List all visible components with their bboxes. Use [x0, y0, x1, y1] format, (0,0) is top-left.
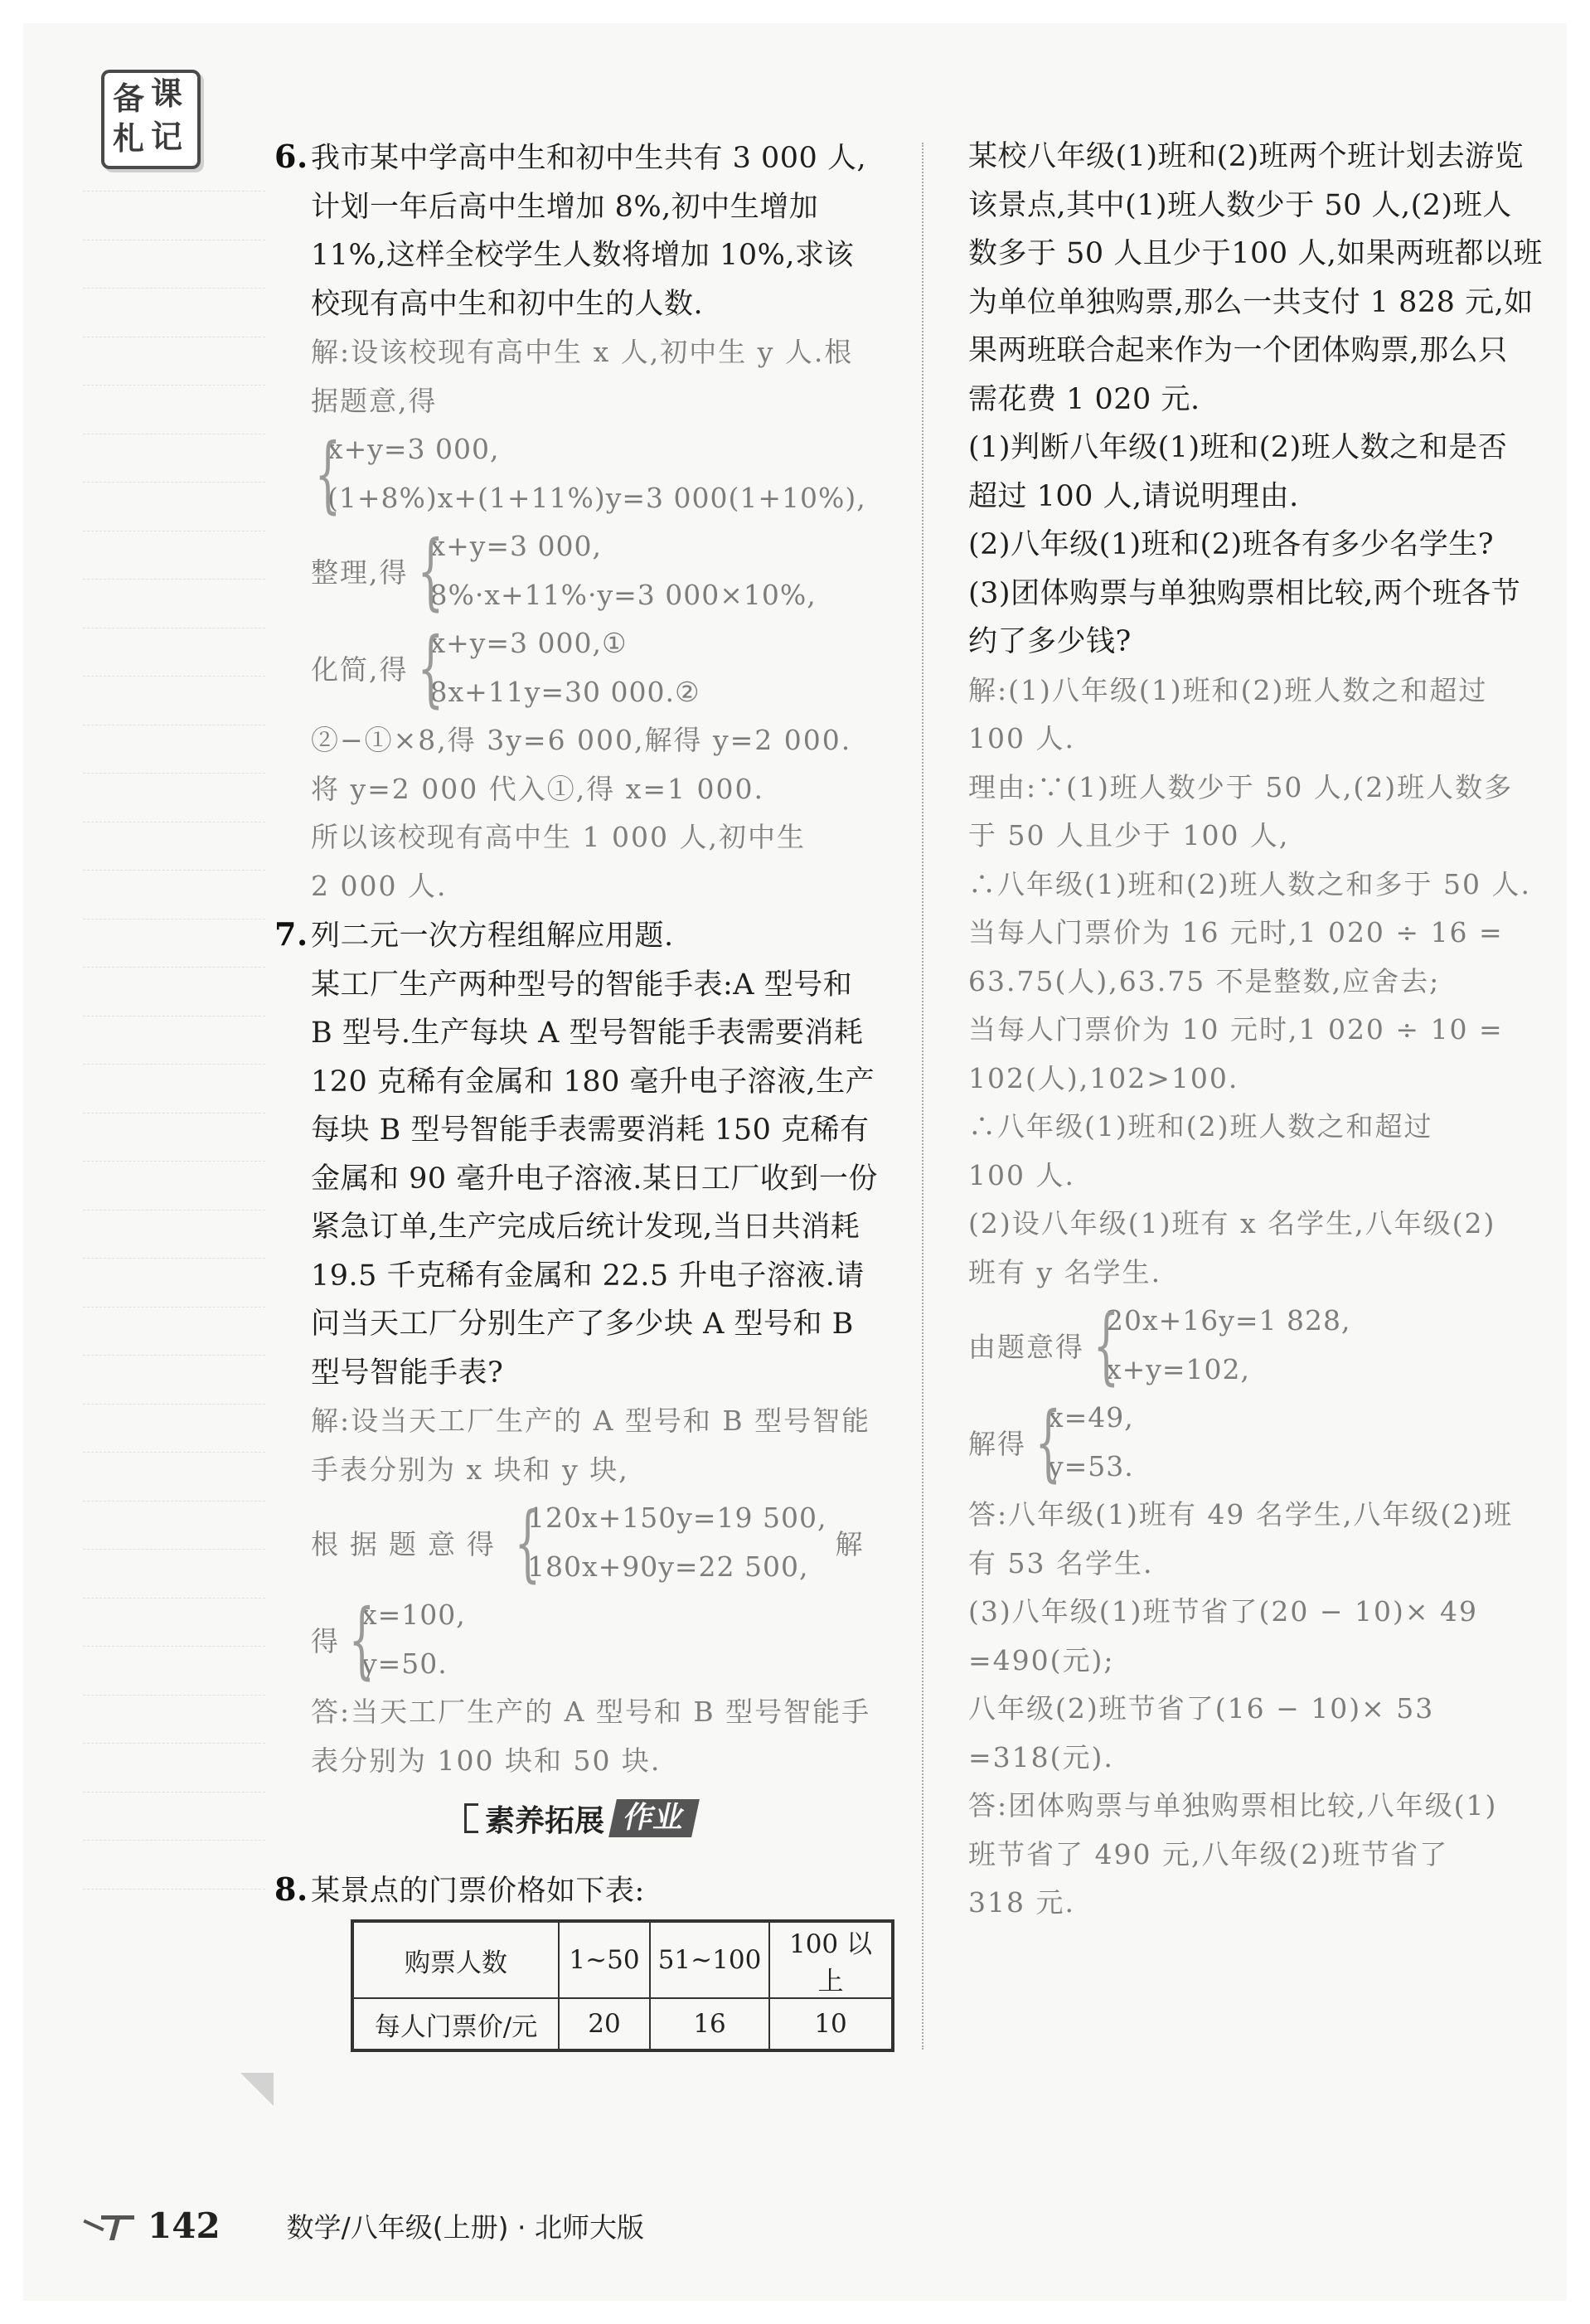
question-6	[274, 133, 908, 910]
table-row	[352, 1921, 893, 1998]
solution-text: 102(人),102>100.	[968, 1061, 1239, 1094]
margin-rule-line	[83, 1501, 265, 1502]
question-text: 紧急订单,生产完成后统计发现,当日共消耗	[311, 1211, 860, 1244]
table-cell: 购票人数	[352, 1921, 559, 1998]
equation: x+y=102,	[1106, 1352, 1251, 1385]
margin-rule-line	[83, 1743, 265, 1744]
section-tag: 作业	[608, 1799, 700, 1837]
margin-rule-line	[83, 870, 265, 871]
question-text: 我市某中学高中生和初中生共有 3 000 人,	[311, 142, 867, 175]
solution-text: 63.75(人),63.75 不是整数,应舍去;	[968, 964, 1441, 997]
equation-system	[311, 1591, 908, 1688]
equation: y=50.	[361, 1647, 448, 1680]
solution-text: 班有 y 名学生.	[968, 1255, 1162, 1288]
answer-text: 表分别为 100 块和 50 块.	[311, 1744, 662, 1777]
answer-text: 有 53 名学生.	[968, 1546, 1154, 1579]
margin-rule-line	[83, 191, 265, 192]
badge-char: 备	[113, 80, 145, 117]
section-heading	[464, 1798, 696, 1839]
table-row	[352, 1998, 893, 2050]
equation: x=100,	[361, 1599, 466, 1631]
price-table	[351, 1919, 894, 2052]
question-text: 该景点,其中(1)班人数少于 50 人,(2)班人	[968, 188, 1512, 222]
badge-char: 课	[151, 75, 183, 112]
margin-rule-line	[83, 1258, 265, 1259]
badge-char: 记	[151, 119, 183, 155]
table-cell: 10	[769, 1998, 893, 2050]
corner-decoration-icon	[83, 2212, 141, 2240]
page-fold-decoration	[240, 2073, 274, 2106]
answer-text: 班节省了 490 元,八年级(2)班节省了	[968, 1837, 1449, 1870]
solution-text: 由题意得	[968, 1331, 1084, 1363]
question-text: B 型号.生产每块 A 型号智能手表需要消耗	[311, 1016, 864, 1050]
solution-text: 所以该校现有高中生 1 000 人,初中生	[311, 821, 806, 853]
solution-text: 当每人门票价为 16 元时,1 020 ÷ 16 =	[968, 916, 1504, 949]
solution-text: 化简,得	[311, 653, 409, 686]
solution-text: =490(元);	[968, 1643, 1115, 1676]
equation: x+y=3 000,	[327, 433, 500, 465]
solution-text: 八年级(2)班节省了(16 − 10)× 53	[968, 1692, 1435, 1725]
margin-rule-line	[83, 579, 265, 580]
question-text: 计划一年后高中生增加 8%,初中生增加	[311, 190, 819, 224]
equation-system	[311, 522, 908, 619]
margin-rule-line	[83, 1840, 265, 1841]
solution-text: 将 y=2 000 代入①,得 x=1 000.	[311, 772, 764, 805]
question-text: (3)团体购票与单独购票相比较,两个班各节	[968, 576, 1521, 610]
margin-rule-line	[83, 676, 265, 677]
answer-text: 318 元.	[968, 1886, 1075, 1919]
equation: 8x+11y=30 000.②	[429, 675, 700, 708]
solution-text: 于 50 人且少于 100 人,	[968, 819, 1290, 851]
equation-system	[968, 1394, 1549, 1491]
margin-rule-line	[83, 1161, 265, 1162]
question-text: (1)判断八年级(1)班和(2)班人数之和是否	[968, 431, 1508, 464]
page-footer	[83, 2205, 644, 2246]
question-text: 约了多少钱?	[968, 625, 1132, 658]
question-text: 某校八年级(1)班和(2)班两个班计划去游览	[968, 140, 1525, 173]
question-8-intro	[274, 1866, 645, 1916]
book-title: 数学/八年级(上册) · 北师大版	[286, 2211, 645, 2244]
solution-text: 解:设当天工厂生产的 A 型号和 B 型号智能	[311, 1405, 871, 1437]
margin-rule-line	[83, 1792, 265, 1793]
margin-rule-line	[83, 1452, 265, 1453]
solution-text: ②−①×8,得 3y=6 000,解得 y=2 000.	[311, 724, 852, 756]
solution-text: 手表分别为 x 块和 y 块,	[311, 1453, 629, 1486]
brace: {	[1093, 1296, 1120, 1394]
table-cell: 20	[559, 1998, 650, 2050]
equation: x+y=3 000,①	[429, 627, 628, 659]
question-text: 超过 100 人,请说明理由.	[968, 479, 1299, 513]
solution-text: 100 人.	[968, 722, 1075, 754]
equation-system	[311, 619, 908, 716]
answer-text: 答:当天工厂生产的 A 型号和 B 型号智能手	[311, 1696, 871, 1728]
margin-rule-line	[83, 967, 265, 968]
equation-system	[968, 1297, 1549, 1394]
question-text: 数多于 50 人且少于100 人,如果两班都以班	[968, 237, 1543, 270]
question-text: 校现有高中生和初中生的人数.	[311, 287, 704, 321]
margin-rule-line	[83, 773, 265, 774]
margin-rule-line	[83, 1404, 265, 1405]
question-text: 列二元一次方程组解应用题.	[311, 919, 674, 953]
question-text: 需花费 1 020 元.	[968, 382, 1200, 416]
equation: x=49,	[1048, 1401, 1134, 1434]
solution-text: 解	[835, 1528, 863, 1560]
margin-rule-line	[83, 1064, 265, 1065]
solution-text: 解:设该校现有高中生 x 人,初中生 y 人.根	[311, 336, 854, 368]
section-title: 素养拓展	[485, 1803, 605, 1838]
solution-text: ∴八年级(1)班和(2)班人数之和多于 50 人.	[968, 867, 1531, 900]
margin-rule-line	[83, 1307, 265, 1308]
margin-rule-line	[83, 1598, 265, 1599]
badge-char: 札	[113, 120, 145, 157]
brace: {	[514, 1493, 541, 1591]
brace: {	[417, 619, 444, 716]
equation: 8%·x+11%·y=3 000×10%,	[429, 578, 817, 611]
column-divider	[922, 143, 923, 2050]
question-7	[274, 910, 908, 1785]
question-number: 8.	[274, 1870, 308, 1908]
margin-rule-line	[83, 1646, 265, 1647]
table-cell: 16	[650, 1998, 769, 2050]
solution-text: 得	[311, 1625, 340, 1657]
equation-system	[311, 1494, 908, 1591]
margin-rule-line	[83, 1695, 265, 1696]
question-text: 型号智能手表?	[311, 1356, 504, 1390]
solution-text: (3)八年级(1)班节省了(20 − 10)× 49	[968, 1595, 1478, 1628]
solution-text: =318(元).	[968, 1740, 1114, 1773]
equation: 120x+150y=19 500,	[527, 1502, 827, 1534]
question-text: 问当天工厂分别生产了多少块 A 型号和 B	[311, 1308, 854, 1341]
question-text: 某工厂生产两种型号的智能手表:A 型号和	[311, 968, 853, 1002]
solution-text: 解得	[968, 1428, 1026, 1460]
answer-text: 答:团体购票与单独购票相比较,八年级(1)	[968, 1789, 1498, 1822]
margin-rule-line	[83, 482, 265, 483]
equation: x+y=3 000,	[429, 530, 603, 562]
notes-badge	[101, 70, 201, 169]
solution-text: 整理,得	[311, 556, 409, 589]
section-mark-icon	[464, 1803, 478, 1833]
solution-text: ∴八年级(1)班和(2)班人数之和超过	[968, 1110, 1433, 1143]
brace: {	[417, 522, 444, 619]
margin-rule-line	[83, 1889, 265, 1890]
brace: {	[348, 1590, 376, 1688]
table-cell: 100 以上	[769, 1921, 893, 1998]
question-text: 19.5 千克稀有金属和 22.5 升电子溶液.请	[311, 1259, 865, 1293]
table-cell: 1~50	[559, 1921, 650, 1998]
answer-text: 答:八年级(1)班有 49 名学生,八年级(2)班	[968, 1498, 1514, 1531]
brace: {	[1035, 1393, 1062, 1491]
question-text: 11%,这样全校学生人数将增加 10%,求该	[311, 239, 854, 272]
left-column	[274, 133, 908, 1785]
margin-rule-line	[83, 1549, 265, 1550]
question-text: 金属和 90 毫升电子溶液.某日工厂收到一份	[311, 1162, 878, 1196]
right-column	[968, 133, 1549, 1928]
question-text: 某景点的门票价格如下表:	[311, 1875, 645, 1908]
question-text: (2)八年级(1)班和(2)班各有多少名学生?	[968, 528, 1494, 561]
notes-margin	[83, 191, 274, 1932]
margin-rule-line	[83, 1355, 265, 1356]
solution-text: 2 000 人.	[311, 869, 448, 902]
margin-rule-line	[83, 1210, 265, 1211]
solution-text: 当每人门票价为 10 元时,1 020 ÷ 10 =	[968, 1013, 1504, 1046]
solution-text: 100 人.	[968, 1158, 1075, 1191]
margin-rule-line	[83, 288, 265, 289]
equation: 180x+90y=22 500,	[527, 1550, 809, 1583]
equation: (1+8%)x+(1+11%)y=3 000(1+10%),	[327, 481, 866, 514]
solution-text: 解:(1)八年级(1)班和(2)班人数之和超过	[968, 673, 1488, 706]
brace: {	[314, 425, 342, 522]
solution-text: 根据题意得	[311, 1528, 506, 1560]
question-text: 每块 B 型号智能手表需要消耗 150 克稀有	[311, 1113, 870, 1147]
question-text: 120 克稀有金属和 180 毫升电子溶液,生产	[311, 1065, 875, 1099]
table-cell: 每人门票价/元	[352, 1998, 559, 2050]
question-number: 7.	[274, 915, 308, 953]
solution-text: (2)设八年级(1)班有 x 名学生,八年级(2)	[968, 1207, 1496, 1240]
page-number: 142	[148, 2205, 221, 2246]
question-number: 6.	[274, 138, 308, 175]
equation-system	[311, 425, 908, 522]
question-text: 果两班联合起来作为一个团体购票,那么只	[968, 334, 1508, 367]
question-text: 为单位单独购票,那么一共支付 1 828 元,如	[968, 285, 1534, 319]
equation: y=53.	[1048, 1449, 1134, 1482]
solution-text: 理由:∵(1)班人数少于 50 人,(2)班人数多	[968, 770, 1514, 803]
margin-rule-line	[83, 385, 265, 386]
equation: 20x+16y=1 828,	[1106, 1304, 1351, 1337]
table-cell: 51~100	[650, 1921, 769, 1998]
solution-text: 据题意,得	[311, 384, 438, 417]
